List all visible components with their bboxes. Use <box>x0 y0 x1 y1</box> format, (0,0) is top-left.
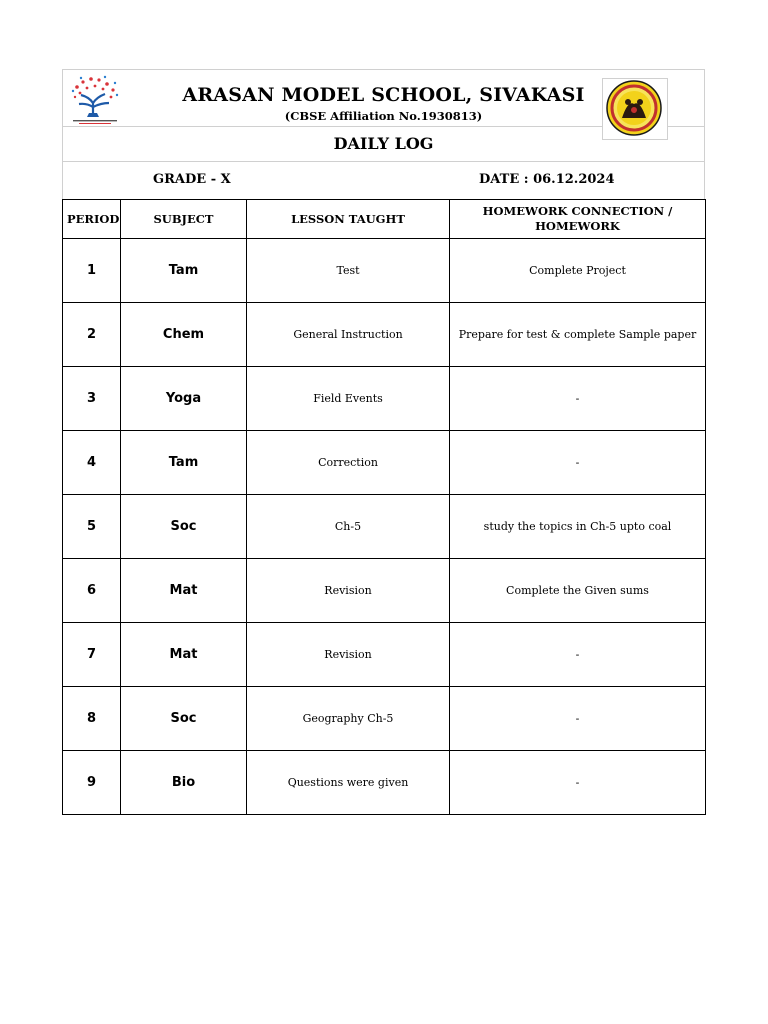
subject-cell: Tam <box>121 431 247 495</box>
homework-cell: Prepare for test & complete Sample paper <box>450 303 706 367</box>
lesson-cell: Revision <box>247 623 450 687</box>
info-row <box>62 162 705 199</box>
table-row <box>63 495 706 559</box>
affiliation-number: (CBSE Affiliation No.1930813) <box>284 109 483 123</box>
homework-cell: study the topics in Ch-5 upto coal <box>450 495 706 559</box>
subject-cell: Tam <box>121 239 247 303</box>
table-row <box>63 559 706 623</box>
header-period: PERIOD <box>63 200 121 239</box>
header-lesson: LESSON TAUGHT <box>247 200 450 239</box>
lesson-cell: Field Events <box>247 367 450 431</box>
subject-cell: Mat <box>121 559 247 623</box>
period-cell: 2 <box>63 303 121 367</box>
table-row <box>63 367 706 431</box>
table-header-row <box>63 200 706 239</box>
page-title: DAILY LOG <box>62 127 705 162</box>
lesson-cell: Questions were given <box>247 751 450 815</box>
period-cell: 7 <box>63 623 121 687</box>
date-label: DATE : 06.12.2024 <box>479 172 615 187</box>
daily-log-sheet <box>62 69 705 815</box>
homework-cell: Complete Project <box>450 239 706 303</box>
period-cell: 5 <box>63 495 121 559</box>
school-name: ARASAN MODEL SCHOOL, SIVAKASI <box>182 84 585 106</box>
emblem-logo-icon <box>602 78 668 140</box>
lesson-cell: Test <box>247 239 450 303</box>
homework-cell: Complete the Given sums <box>450 559 706 623</box>
header-homework: HOMEWORK CONNECTION / HOMEWORK <box>450 200 706 239</box>
subject-cell: Bio <box>121 751 247 815</box>
homework-cell: - <box>450 751 706 815</box>
lesson-cell: Ch-5 <box>247 495 450 559</box>
lesson-cell: Geography Ch-5 <box>247 687 450 751</box>
homework-cell: - <box>450 623 706 687</box>
school-header <box>62 69 705 127</box>
header-subject: SUBJECT <box>121 200 247 239</box>
daily-log-table <box>62 199 706 815</box>
lesson-cell: General Instruction <box>247 303 450 367</box>
table-row <box>63 239 706 303</box>
homework-cell: - <box>450 687 706 751</box>
table-row <box>63 751 706 815</box>
table-row <box>63 687 706 751</box>
subject-cell: Chem <box>121 303 247 367</box>
table-body <box>63 239 706 815</box>
period-cell: 1 <box>63 239 121 303</box>
homework-cell: - <box>450 431 706 495</box>
subject-cell: Soc <box>121 495 247 559</box>
period-cell: 3 <box>63 367 121 431</box>
table-row <box>63 303 706 367</box>
period-cell: 6 <box>63 559 121 623</box>
grade-label: GRADE - X <box>153 172 231 187</box>
subject-cell: Yoga <box>121 367 247 431</box>
period-cell: 9 <box>63 751 121 815</box>
period-cell: 8 <box>63 687 121 751</box>
subject-cell: Soc <box>121 687 247 751</box>
table-row <box>63 623 706 687</box>
subject-cell: Mat <box>121 623 247 687</box>
lesson-cell: Correction <box>247 431 450 495</box>
homework-cell: - <box>450 367 706 431</box>
table-row <box>63 431 706 495</box>
lesson-cell: Revision <box>247 559 450 623</box>
period-cell: 4 <box>63 431 121 495</box>
